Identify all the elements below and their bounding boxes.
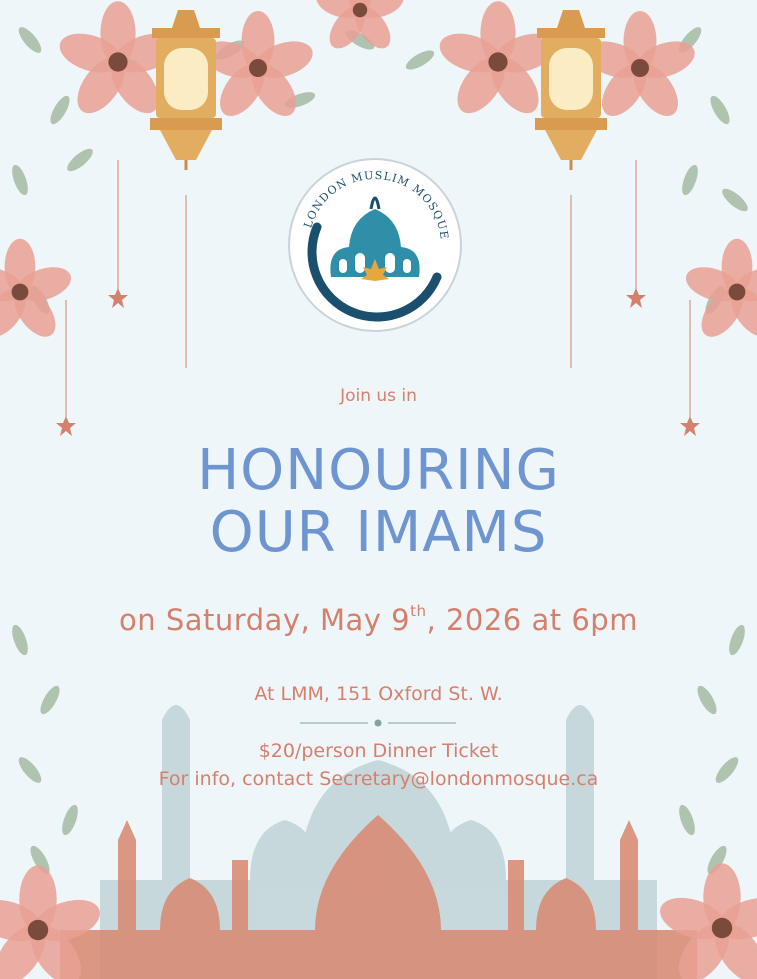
divider-ornament — [300, 720, 456, 726]
star-icon — [680, 416, 700, 436]
star-icon — [108, 288, 128, 308]
event-venue: At LMM, 151 Oxford St. W. — [254, 683, 503, 705]
title-line-1: HONOURING — [197, 438, 560, 503]
date-prefix: on Saturday, May 9 — [119, 603, 411, 637]
event-title — [0, 440, 757, 564]
event-date — [0, 602, 757, 637]
contact-info: For info, contact Secretary@londonmosque.ca — [158, 768, 599, 790]
flower-icon — [682, 239, 757, 344]
lantern-icon — [150, 10, 222, 170]
logo-text: LONDON MUSLIM MOSQUE — [301, 168, 451, 241]
ticket-info: $20/person Dinner Ticket — [258, 740, 499, 762]
title-line-2: OUR IMAMS — [209, 500, 548, 565]
star-icon — [626, 288, 646, 308]
date-rest: , 2026 at 6pm — [426, 603, 638, 637]
flower-icon — [199, 11, 318, 124]
logo — [287, 157, 463, 333]
star-icon — [56, 416, 76, 436]
intro-text: Join us in — [340, 386, 417, 406]
lantern-icon — [535, 10, 607, 170]
date-suffix: th — [410, 602, 427, 620]
flower-icon — [0, 239, 75, 344]
